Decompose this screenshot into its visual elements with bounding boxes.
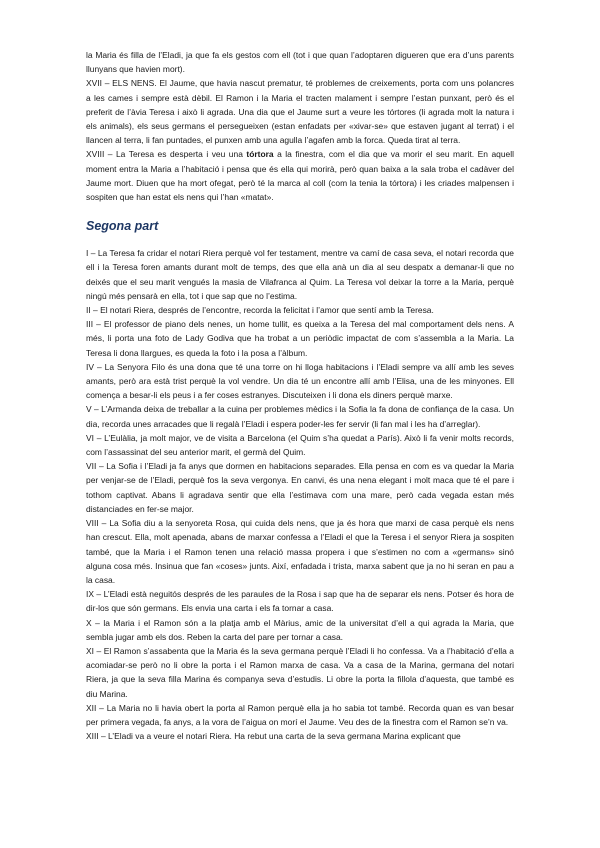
paragraph-ii: II – El notari Riera, després de l’encontre, recorda la felicitat i l’amor que sentí amb la Teresa. [86,305,434,316]
paragraph-v: V – L’Armanda deixa de treballar a la cuina per problemes mèdics i la Sofia la fa dona de confiança de la casa. Un dia, recorda unes arracades que li regalà l’Eladi i espera poder-les fer servir (li fan mal i les ha d’arreglar). [86,404,514,429]
paragraph-ix: IX – L’Eladi està neguitós després de les paraules de la Rosa i sap que ha de separar els nens. Potser és hora de dir-los que són germans. Els envia una carta i els fa tornar a casa. [86,589,514,614]
section-heading: Segona part [86,219,159,234]
paragraph-xviii-rest: a la finestra, com el dia que va morir el seu marit. En aquell moment entra la Maria a l’habitació i pensa que és ella qui morirà, però quan baixa a la sala troba el cadàver del Jaume mort. Diuen que ha mort ofegat, però té la marca al coll (com la tenia la tórtora) i les criades malpensen i sospiten que han estat els nens qui l’han «matat». [86,149,514,203]
bold-word-tortora: tórtora [246,149,274,160]
paragraph-xi: XI – El Ramon s’assabenta que la Maria és la seva germana perquè l’Eladi li ho confessa. Va a l’habitació d’ella a acomiadar-se però no li obre la porta i el Ramon marxa de casa. Va a casa de la Marina, germana del notari Riera, ja que la seva filla Marina és companya seva d’estudis. Li obre la porta la fillola d’aquesta, que també es diu Marina. [86,645,514,699]
paragraph-viii: VIII – La Sofia diu a la senyoreta Rosa, qui cuida dels nens, que ja és hora que marxi de casa perquè els nens han crescut. Ella, molt apenada, abans de marxar confessa a l’Eladi el que la Teresa i el senyor Riera ja sospiten també, que la Maria i el Ramon tenen una relació massa propera i que s’estimen no com a «germans» sinó alguna cosa més. Insinua que fan «coses» junts. Així, enfadada i trista, marxa sabent que ja no hi seran en pau a la casa. [86,518,514,585]
paragraph-xii: XII – La Maria no li havia obert la porta al Ramon perquè ella ja ho sabia tot també. Recorda quan es van besar per primera vegada, fa anys, a la vora de l’aigua on morí el Jaume. Veu des de la finestra com el Ramon se’n va. [86,702,514,727]
paragraph-iv: IV – La Senyora Filo és una dona que té una torre on hi lloga habitacions i l’Eladi sempre va allí amb les seves amants, però ara està trist perquè la vol vendre. Un dia té un encontre allí amb l’Elisa, una de les minyones. Ell comença a besar-li els peus i a fer coses estranyes. Discuteixen i li dona els diners perquè marxe. [86,361,514,401]
paragraph-x: X – la Maria i el Ramon són a la platja amb el Màrius, amic de la universitat d’ell a qui agrada la Maria, que sembla jugar amb els dos. Reben la carta del pare per tornar a casa. [86,617,514,642]
paragraph-xvii-els-nens: XVII – ELS NENS. El Jaume, que havia nascut prematur, té problemes de creixements, porta com uns polancres a les cames i sempre està dèbil. El Ramon i la Maria el tracten malament i sempre l’estan punxant, però és el preferit de l’àvia Teresa i això li agrada. Una dia que el Jaume surt a veure les tórtores (li agrada molt la natura i els animals), els seus germans el persegueixen (estan enfadats per «xivar-se» que estaven jugant al terrat) i el llancen al terra, li fan puntades, el punxen amb una agulla l’agafen amb la forca. Queda tirat al terra. [86,78,514,146]
paragraph-maria-daughter: la Maria és filla de l’Eladi, ja que fa els gestos com ell (tot i que quan l’adoptaren digueren que era d’uns parents llunyans que havien mort). [86,50,514,75]
paragraph-xviii-start: XVIII – La Teresa es desperta i veu una [86,149,247,160]
paragraph-xviii [86,147,514,204]
paragraph-iii: III – El professor de piano dels nenes, un home tullit, es queixa a la Teresa del mal comportament dels nens. A més, li porta una foto de Lady Godiva que ha trobat a un periòdic impactat de com s’assembla a la Maria. La Teresa li dona llargues, es queda la foto i la posa a l’àlbum. [86,319,514,358]
paragraph-i: I – La Teresa fa cridar el notari Riera perquè vol fer testament, mentre va camí de casa seva, el notari recorda que ell i la Teresa foren amants durant molt de temps, des que ella anà un dia al seu despatx a demanar-li que no deixés que el seu marit vengués la masia de Vilafranca al Quim. La Teresa vol deixar la torre a la Maria, perquè ningú més pensarà en ella, tot i que sap que no l’estima. [86,248,514,301]
paragraph-xiii: XIII – L’Eladi va a veure el notari Riera. Ha rebut una carta de la seva germana Marina explicant que [86,731,461,742]
paragraph-vi: VI – L’Eulàlia, ja molt major, ve de visita a Barcelona (el Quim s’ha quedat a París). Això li fa venir molts records, com l’assassinat del seu anterior marit, el germà del Quim. [86,432,514,458]
paragraph-vii: VII – La Sofia i l’Eladi ja fa anys que dormen en habitacions separades. Ella pensa en com es va quedar la Maria per venjar-se de l’Eladi, perquè fos la seva vergonya. En canvi, és una nena elegant i molt maca que té el pare i tothom captivat. Abans li agradava sentir que ella l’estimava com una mare, però cada vegada estan més distanciades en fer-se major. [86,461,514,514]
